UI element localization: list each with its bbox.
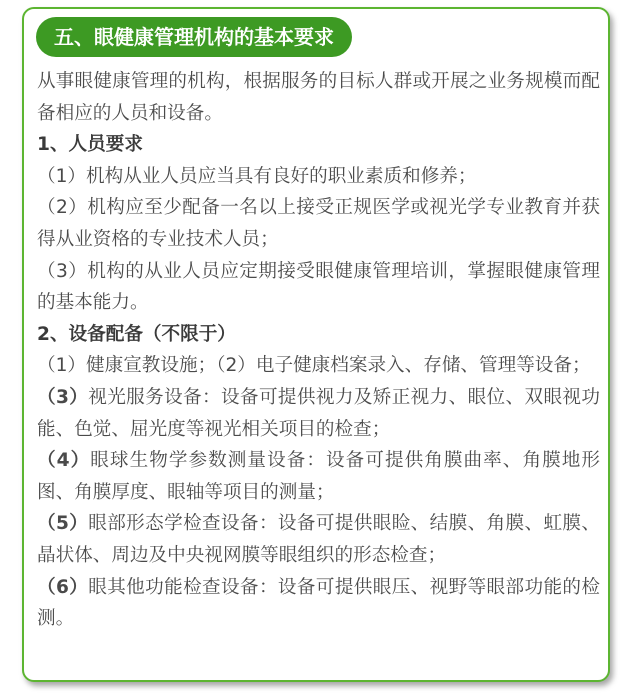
equipment-item-6 [37, 572, 600, 635]
personnel-item-3: （3）机构的从业人员应定期接受眼健康管理培训，掌握眼健康管理的基本能力。 [37, 260, 600, 314]
section-title: 五、眼健康管理机构的基本要求 [36, 17, 352, 57]
intro-paragraph: 从事眼健康管理的机构，根据服务的目标人群或开展之业务规模而配备相应的人员和设备。 [37, 71, 600, 124]
equipment-item-4-number: （4） [37, 450, 91, 472]
equipment-item-3 [37, 382, 600, 445]
equipment-item-5 [37, 508, 600, 571]
equipment-item-6-number: （6） [37, 576, 89, 598]
equipment-item-1-2: （1）健康宣教设施；（2）电子健康档案录入、存储、管理等设备； [37, 355, 591, 377]
equipment-item-4 [37, 445, 600, 508]
heading-equipment: 2、设备配备（不限于） [37, 323, 236, 345]
equipment-item-5-number: （5） [37, 513, 89, 535]
equipment-item-6-text: 眼其他功能检查设备：设备可提供眼压、视野等眼部功能的检测。 [37, 576, 600, 630]
personnel-item-2: （2）机构应至少配备一名以上接受正规医学或视光学专业教育并获得从业资格的专业技术人员； [37, 197, 600, 250]
equipment-item-3-number: （3） [37, 386, 89, 408]
content-body [37, 66, 600, 635]
equipment-item-5-text: 眼部形态学检查设备：设备可提供眼睑、结膜、角膜、虹膜、晶状体、周边及中央视网膜等眼组织的形态检查； [37, 513, 600, 566]
heading-personnel: 1、人员要求 [37, 134, 143, 156]
content-card [22, 7, 610, 682]
equipment-item-3-text: 视光服务设备：设备可提供视力及矫正视力、眼位、双眼视功能、色觉、屈光度等视光相关项目的检查； [37, 386, 600, 440]
equipment-item-4-text: 眼球生物学参数测量设备：设备可提供角膜曲率、角膜地形图、角膜厚度、眼轴等项目的测量； [37, 450, 600, 503]
personnel-item-1: （1）机构从业人员应当具有良好的职业素质和修养； [37, 165, 477, 187]
